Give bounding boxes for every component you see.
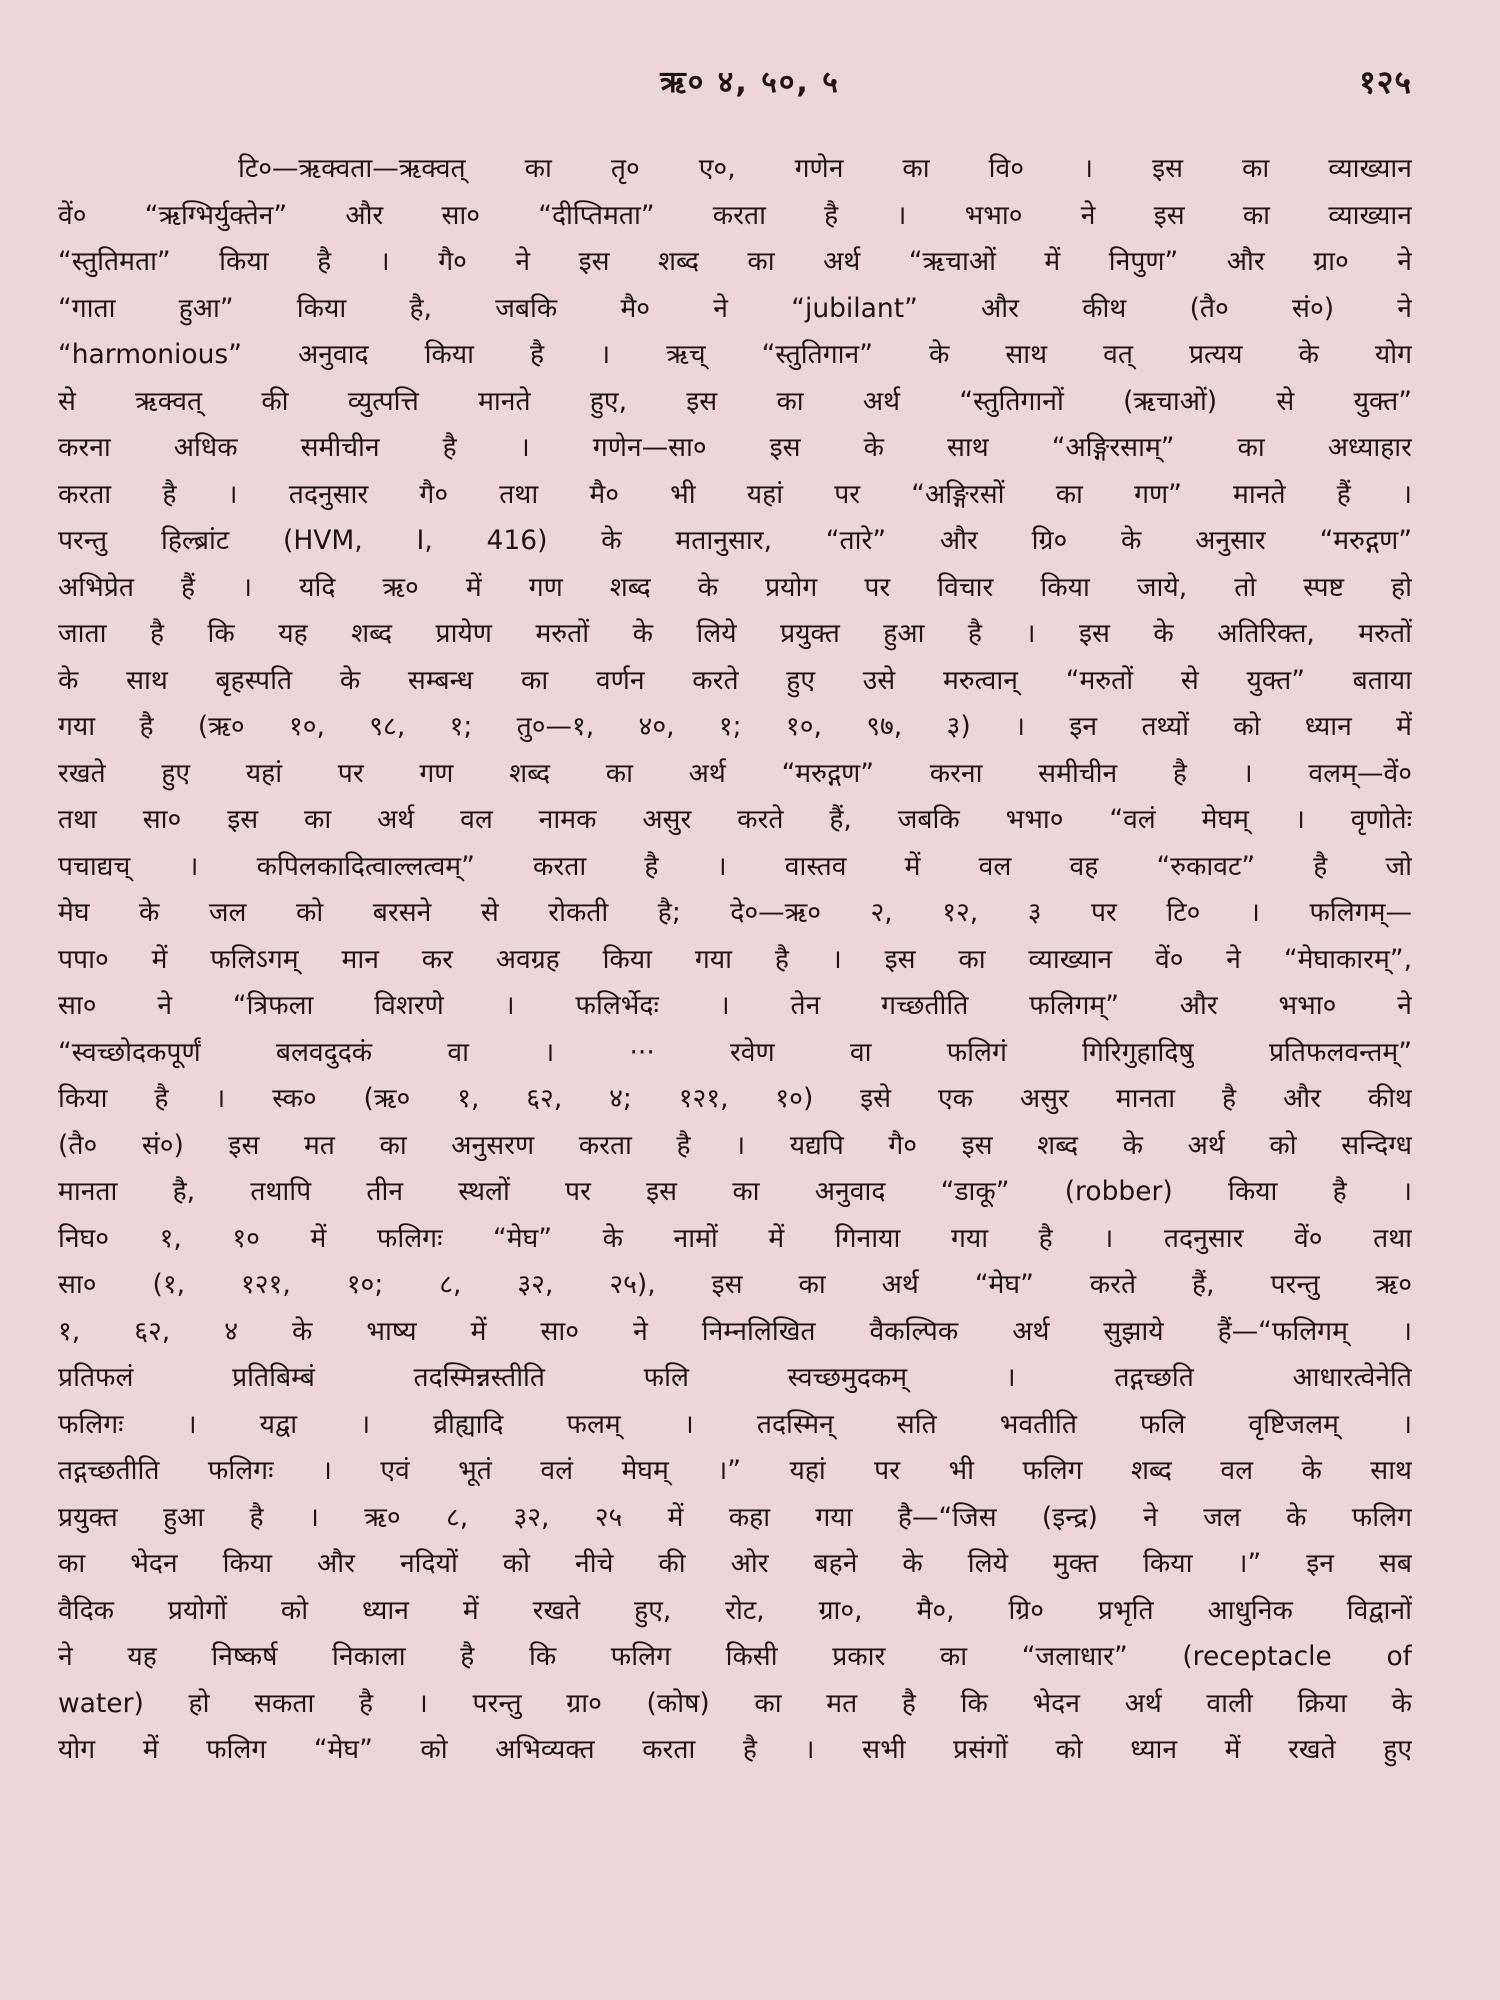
text-line: का भेदन किया और नदियों को नीचे की ओर बहने के लिये मुक्त किया ।” इन सब	[58, 1548, 1412, 1579]
text-line: प्रयुक्त हुआ है । ऋ० ८, ३२, २५ में कहा गया है—“जिस (इन्द्र) ने जल के फलिग	[58, 1501, 1412, 1533]
text-line: “स्तुतिमता” किया है । गै० ने इस शब्द का अर्थ “ऋचाओं में निपुण” और ग्रा० ने	[58, 246, 1412, 277]
text-line: १, ६२, ४ के भाष्य में सा० ने निम्नलिखित वैकल्पिक अर्थ सुझाये हैं—“फलिगम् ।	[58, 1315, 1412, 1347]
text-line: “स्वच्छोदकपूर्णं बलवदुदकं वा । ··· रवेण वा फलिगं गिरिगुहादिषु प्रतिफलवन्तम्”	[58, 1036, 1412, 1068]
text-line: फलिगः । यद्वा । व्रीह्यादि फलम् । तदस्मिन् सति भवतीति फलि वृष्टिजलम् ।	[58, 1408, 1412, 1440]
running-head: ऋ० ४, ५०, ५	[660, 65, 840, 100]
text-line: मानता है, तथापि तीन स्थलों पर इस का अनुवाद “डाकू” (robber) किया है ।	[58, 1176, 1412, 1207]
page-number: १२५	[1359, 63, 1412, 101]
text-line: पचाद्यच् । कपिलकादित्वाल्लत्वम्” करता है । वास्तव में वल वह “रुकावट” है जो	[58, 850, 1412, 882]
text-line: जाता है कि यह शब्द प्रायेण मरुतों के लिये प्रयुक्त हुआ है । इस के अतिरिक्त, मरुतों	[58, 618, 1412, 649]
text-line: गया है (ऋ० १०, ९८, १; तु०—१, ४०, १; १०, ९७, ३) । इन तथ्यों को ध्यान में	[58, 711, 1412, 742]
text-line: मेघ के जल को बरसने से रोकती है; दे०—ऋ० २, १२, ३ पर टि० । फलिगम्—	[58, 897, 1412, 928]
page-header	[0, 60, 1500, 108]
text-line: टि०—ऋक्वता—ऋक्वत् का तृ० ए०, गणेन का वि० । इस का व्याख्यान	[238, 153, 1412, 184]
text-line: के साथ बृहस्पति के सम्बन्ध का वर्णन करते हुए उसे मरुत्वान् “मरुतों से युक्त” बताया	[58, 664, 1412, 696]
text-line: से ऋक्वत् की व्युत्पत्ति मानते हुए, इस का अर्थ “स्तुतिगानों (ऋचाओं) से युक्त”	[58, 385, 1412, 417]
text-line: अभिप्रेत हैं । यदि ऋ० में गण शब्द के प्रयोग पर विचार किया जाये, तो स्पष्ट हो	[58, 571, 1412, 603]
text-line: तथा सा० इस का अर्थ वल नामक असुर करते हैं, जबकि भभा० “वलं मेघम् । वृणोतेः	[58, 804, 1412, 835]
commentary-text	[58, 146, 1412, 1774]
text-line: ने यह निष्कर्ष निकाला है कि फलिग किसी प्रकार का “जलाधार” (receptacle of	[58, 1641, 1412, 1672]
text-line: (तै० सं०) इस मत का अनुसरण करता है । यद्यपि गै० इस शब्द के अर्थ को सन्दिग्ध	[58, 1129, 1412, 1161]
text-line: “harmonious” अनुवाद किया है । ऋच् “स्तुतिगान” के साथ वत् प्रत्यय के योग	[58, 339, 1412, 370]
text-line: सा० (१, १२१, १०; ८, ३२, २५), इस का अर्थ “मेघ” करते हैं, परन्तु ऋ०	[58, 1269, 1412, 1300]
text-line: water) हो सकता है । परन्तु ग्रा० (कोष) का मत है कि भेदन अर्थ वाली क्रिया के	[58, 1687, 1412, 1719]
text-line: निघ० १, १० में फलिगः “मेघ” के नामों में गिनाया गया है । तदनुसार वें० तथा	[58, 1222, 1412, 1254]
text-line: परन्तु हिल्ब्रांट (HVM, I, 416) के मतानुसार, “तारे” और ग्रि० के अनुसार “मरुद्गण”	[58, 525, 1412, 556]
text-line: करता है । तदनुसार गै० तथा मै० भी यहां पर “अङ्गिरसों का गण” मानते हैं ।	[58, 478, 1412, 510]
text-line: योग में फलिग “मेघ” को अभिव्यक्त करता है । सभी प्रसंगों को ध्यान में रखते हुए	[58, 1734, 1412, 1765]
text-line: तद्गच्छतीति फलिगः । एवं भूतं वलं मेघम् ।” यहां पर भी फलिग शब्द वल के साथ	[58, 1455, 1412, 1486]
text-line: सा० ने “त्रिफला विशरणे । फलिर्भेदः । तेन गच्छतीति फलिगम्” और भभा० ने	[58, 990, 1412, 1021]
text-line: पपा० में फलिऽगम् मान कर अवग्रह किया गया है । इस का व्याख्यान वें० ने “मेघाकारम्”,	[58, 943, 1412, 975]
text-line: रखते हुए यहां पर गण शब्द का अर्थ “मरुद्गण” करना समीचीन है । वलम्—वें०	[58, 757, 1412, 789]
text-line: “गाता हुआ” किया है, जबकि मै० ने “jubilant” और कीथ (तै० सं०) ने	[58, 292, 1412, 324]
text-line: प्रतिफलं प्रतिबिम्बं तदस्मिन्नस्तीति फलि स्वच्छमुदकम् । तद्गच्छति आधारत्वेनेति	[58, 1362, 1412, 1393]
text-line: करना अधिक समीचीन है । गणेन—सा० इस के साथ “अङ्गिरसाम्” का अध्याहार	[58, 432, 1412, 463]
text-line: वें० “ऋग्भिर्युक्तेन” और सा० “दीप्तिमता” करता है । भभा० ने इस का व्याख्यान	[58, 199, 1412, 231]
text-line: किया है । स्क० (ऋ० १, ६२, ४; १२१, १०) इसे एक असुर मानता है और कीथ	[58, 1083, 1412, 1114]
text-line: वैदिक प्रयोगों को ध्यान में रखते हुए, रोट, ग्रा०, मै०, ग्रि० प्रभृति आधुनिक विद्वानों	[58, 1594, 1412, 1626]
